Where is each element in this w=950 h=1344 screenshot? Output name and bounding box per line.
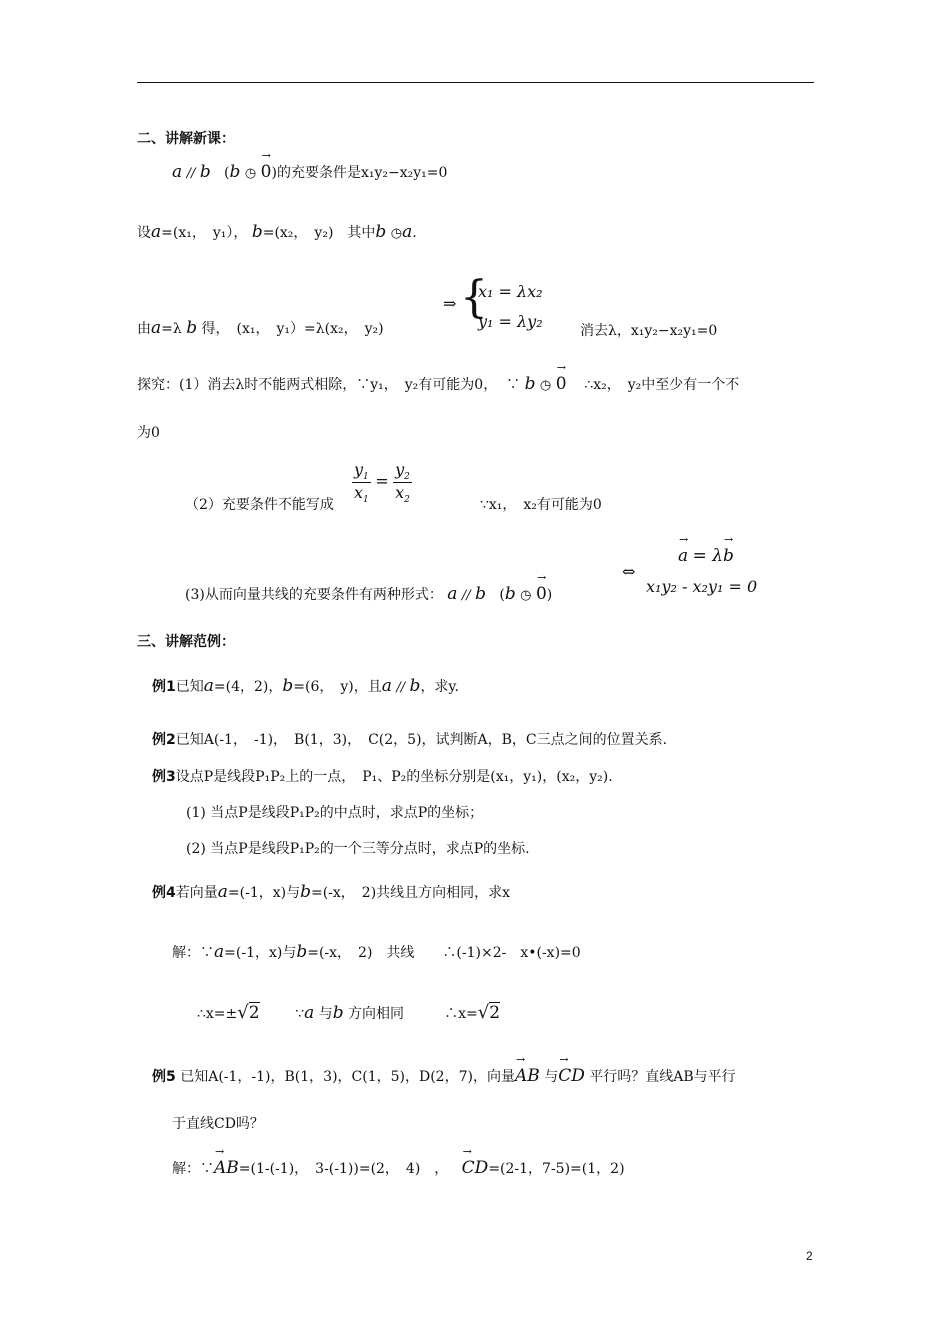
- vector-b: b: [409, 676, 421, 696]
- example-label: 例2: [152, 732, 176, 748]
- example-label: 例3: [152, 769, 176, 785]
- page-number: 2: [806, 1249, 813, 1263]
- vector-a: a: [304, 1003, 315, 1023]
- vector-a: a: [447, 584, 458, 604]
- vector-AB: AB →: [214, 1158, 239, 1178]
- zero-vector: 0 →: [261, 162, 272, 182]
- ex1-text-b: =(4，2)，: [213, 679, 283, 695]
- section-2-title: 二、讲解新课：: [137, 131, 235, 147]
- zero-vector: 0 →: [556, 374, 567, 394]
- ex4-sol2-a: ∴x=±: [197, 1006, 238, 1022]
- implies-arrow: ⇒: [443, 294, 457, 313]
- equals-lambda: = λ: [692, 546, 724, 566]
- explore-1: 探究：(1）消去λ时不能两式相除，∵y₁， y₂有可能为0， ∵ b ◷ 0 → ∴x₂， y₂中至少有一个不: [137, 374, 739, 394]
- explore-2b: ∵x₁， x₂有可能为0: [480, 497, 602, 513]
- system-eq-1: x₁ = λx₂: [478, 282, 543, 301]
- vector-a: a: [172, 162, 183, 182]
- example-label: 例5: [152, 1069, 176, 1085]
- ex4-sol2-e: ∴x=: [444, 1006, 478, 1022]
- ex5-text-c: 平行吗？直线AB与平行: [589, 1069, 736, 1085]
- eliminate-lambda: 消去λ，x₁y₂−x₂y₁=0: [580, 323, 718, 339]
- vector-b: b: [504, 584, 516, 604]
- vector-b: b: [282, 676, 294, 696]
- zero-vector: 0 →: [536, 584, 547, 604]
- example-5-cont: 于直线CD吗？: [172, 1116, 264, 1132]
- sqrt-value: 2: [248, 1003, 260, 1023]
- header-rule: [137, 82, 814, 83]
- ex4-sol-b: =(-1，x)与: [224, 945, 297, 961]
- text-she: 设: [137, 225, 151, 241]
- vector-CD: CD →: [558, 1066, 585, 1086]
- vector-AB: AB →: [515, 1066, 540, 1086]
- vector-a: a: [151, 318, 162, 338]
- example-3-q2: (2) 当点P是线段P₁P₂的一个三等分点时，求点P的坐标.: [186, 841, 530, 857]
- explore-1-text: 探究：(1）消去λ时不能两式相除，∵y₁， y₂有可能为0，: [137, 377, 498, 393]
- vector-b: b: [524, 374, 536, 394]
- fraction-equation: $\frac{y_1}{x_1}$ = $\frac{y_2}{x_2}$: [354, 460, 410, 506]
- ex4-sol2-d: 方向相同: [348, 1006, 405, 1022]
- vector-b: b: [475, 584, 486, 604]
- ex5-sol-c: =(2-1，7-5)=(1，2): [488, 1161, 625, 1177]
- neq-symbol: ◷: [390, 226, 403, 241]
- vector-b-coords: =(x₂， y₂) 其中: [262, 225, 376, 241]
- ex1-text-d: ，求y.: [420, 679, 459, 695]
- example-1: [152, 676, 459, 696]
- example-3-q1: (1) 当点P是线段P₁P₂的中点时，求点P的坐标；: [186, 805, 484, 821]
- neq-symbol: ◷: [539, 378, 552, 393]
- text-you: 由: [137, 321, 151, 337]
- example-label: 例1: [152, 679, 176, 695]
- example-4-solution-1: [172, 942, 581, 962]
- set-vectors-line: 设a=(x₁， y₁）， b=(x₂， y₂) 其中b ◷a.: [137, 222, 417, 242]
- vector-b: b: [251, 222, 263, 242]
- vector-b: b: [332, 1003, 344, 1023]
- text-yu: 与: [544, 1069, 559, 1085]
- neq-symbol: ◷: [244, 166, 257, 181]
- vector-b: b: [229, 162, 241, 182]
- example-label: 例4: [152, 885, 176, 901]
- explore-1-text-b: ∴x₂， y₂中至少有一个不: [584, 377, 740, 393]
- explore-3-text: (3)从而向量共线的充要条件有两种形式：: [185, 587, 443, 603]
- explore-1c: 为0: [137, 425, 160, 441]
- vector-CD: CD →: [462, 1158, 489, 1178]
- vector-a: a: [217, 882, 228, 902]
- vector-a: a: [402, 222, 413, 242]
- sqrt-value: 2: [489, 1003, 501, 1023]
- ex4-sol-c: =(-x， 2) 共线 ∴(-1)×2- x•(-x)=0: [307, 945, 581, 961]
- sol-prefix: 解：∵: [172, 1161, 214, 1177]
- vector-a: a: [214, 942, 225, 962]
- coords-equation: 得， (x₁， y₁）=λ(x₂， y₂): [201, 321, 384, 337]
- ex4-text-c: =(-x， 2)共线且方向相同，求x: [310, 885, 511, 901]
- vector-b: b: [300, 882, 311, 902]
- vector-a: a: [151, 222, 162, 242]
- vector-a-coords: =(x₁， y₁），: [161, 225, 248, 241]
- because-symbol: ∵: [295, 1006, 305, 1022]
- vector-b: b: [199, 162, 211, 182]
- explore-3-eq2: x₁y₂ - x₂y₁ = 0: [646, 577, 758, 596]
- example-5: [152, 1066, 736, 1086]
- ex5-text-a: 已知A(-1，-1)，B(1，3)，C(1，5)，D(2，7)，向量: [180, 1069, 515, 1085]
- ex1-text-a: 已知: [175, 679, 204, 695]
- parallel-symbol: //: [461, 588, 471, 603]
- vector-a: a →: [678, 546, 688, 566]
- explore-2: （2）充要条件不能写成: [185, 497, 334, 513]
- vector-b: b →: [723, 546, 734, 566]
- system-brace: {: [460, 272, 488, 323]
- vector-b: b: [375, 222, 387, 242]
- vector-a: a: [203, 676, 214, 696]
- neq-symbol: ◷: [520, 588, 532, 603]
- vector-b: b: [296, 942, 308, 962]
- parallel-symbol: //: [396, 680, 406, 695]
- example-4: [152, 882, 510, 902]
- ex3-text: 设点P是线段P₁P₂上的一点， P₁、P₂的坐标分别是(x₁，y₁)，(x₂，y₂).: [175, 769, 613, 785]
- text-yu: 与: [318, 1006, 333, 1022]
- ex4-text-a: 若向量: [175, 885, 218, 901]
- example-4-solution-2: ∴x=±√2 ∵a 与b 方向相同 ∴x=√2: [197, 1002, 501, 1023]
- example-2: [152, 729, 667, 749]
- ex4-text-b: =(-1，x)与: [227, 885, 301, 901]
- condition-text: 的充要条件是x₁y₂−x₂y₁=0: [276, 165, 448, 181]
- system-eq-2: y₁ = λy₂: [478, 312, 543, 331]
- example-5-solution: [172, 1158, 625, 1178]
- vector-b: b: [186, 318, 198, 338]
- vector-a: a: [381, 676, 392, 696]
- explore-3-eq1: [678, 546, 734, 566]
- explore-3: (3)从而向量共线的充要条件有两种形式： a // b (b ◷ 0 →): [185, 584, 552, 604]
- ex2-text: 已知A(-1， -1)， B(1，3)， C(2，5)，试判断A，B，C三点之间的位置关系.: [175, 732, 668, 748]
- ex1-text-c: =(6， y)，且: [293, 679, 382, 695]
- lambda-line-start: [137, 318, 384, 338]
- example-3: [152, 766, 613, 786]
- iff-arrow: ⇔: [622, 562, 636, 581]
- ex5-sol-b: =(1-(-1)， 3-(-1))=(2， 4) ，: [238, 1161, 449, 1177]
- sol-prefix: 解：∵: [172, 945, 214, 961]
- section-3-title: 三、讲解范例：: [137, 634, 235, 650]
- equals-lambda: =λ: [161, 321, 182, 337]
- parallel-symbol: //: [186, 166, 196, 181]
- collinear-condition-line: a // b (b ◷ 0 →)的充要条件是x₁y₂−x₂y₁=0: [172, 162, 447, 182]
